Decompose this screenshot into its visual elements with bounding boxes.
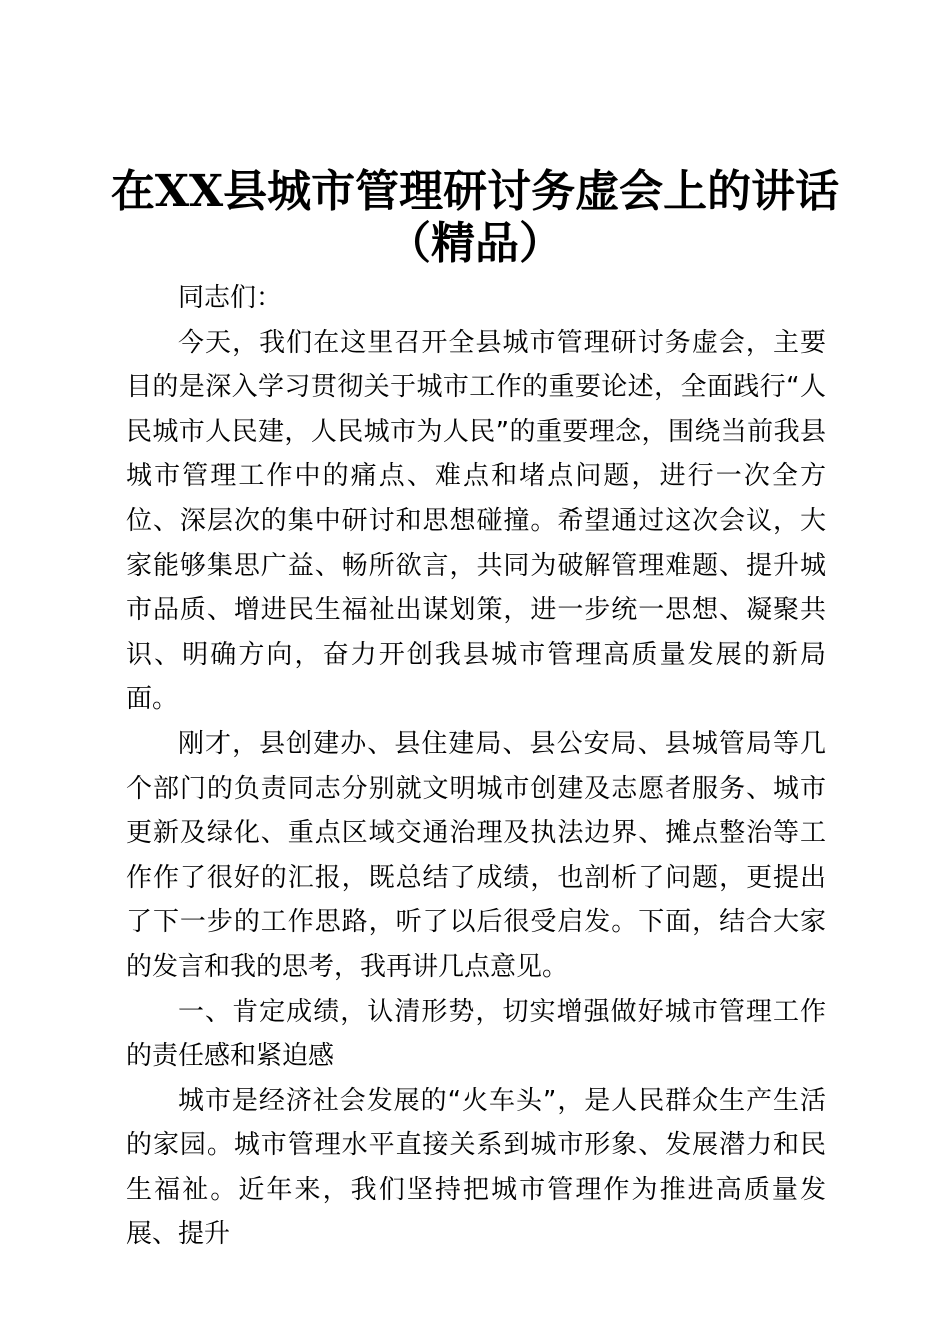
body-paragraph-2: 刚才，县创建办、县住建局、县公安局、县城管局等几个部门的负责同志分别就文明城市创建及志愿者服务、城市更新及绿化、重点区域交通治理及执法边界、摊点整治等工作作了很好的汇报，既总结了成绩，也剖析了问题，更提出了下一步的工作思路，听了以后很受启发。下面，结合大家的发言和我的思考，我再讲几点意见。	[126, 728, 826, 982]
document-body	[126, 276, 826, 1257]
document-title: 在XX县城市管理研讨务虚会上的讲话（精品）	[110, 166, 840, 269]
salutation: 同志们：	[178, 283, 283, 313]
section-heading-1: 一、肯定成绩，认清形势，切实增强做好城市管理工作的责任感和紧迫感	[126, 996, 826, 1072]
section-1-paragraph: 城市是经济社会发展的“火车头”，是人民群众生产生活的家园。城市管理水平直接关系到城市形象、发展潜力和民生福祉。近年来，我们坚持把城市管理作为推进高质量发展、提升	[126, 1085, 826, 1250]
body-paragraph-1: 今天，我们在这里召开全县城市管理研讨务虚会，主要目的是深入学习贯彻关于城市工作的重要论述，全面践行“人民城市人民建，人民城市为人民”的重要理念，围绕当前我县城市管理工作中的痛点、难点和堵点问题，进行一次全方位、深层次的集中研讨和思想碰撞。希望通过这次会议，大家能够集思广益、畅所欲言，共同为破解管理难题、提升城市品质、增进民生福祉出谋划策，进一步统一思想、凝聚共识、明确方向，奋力开创我县城市管理高质量发展的新局面。	[126, 327, 826, 715]
